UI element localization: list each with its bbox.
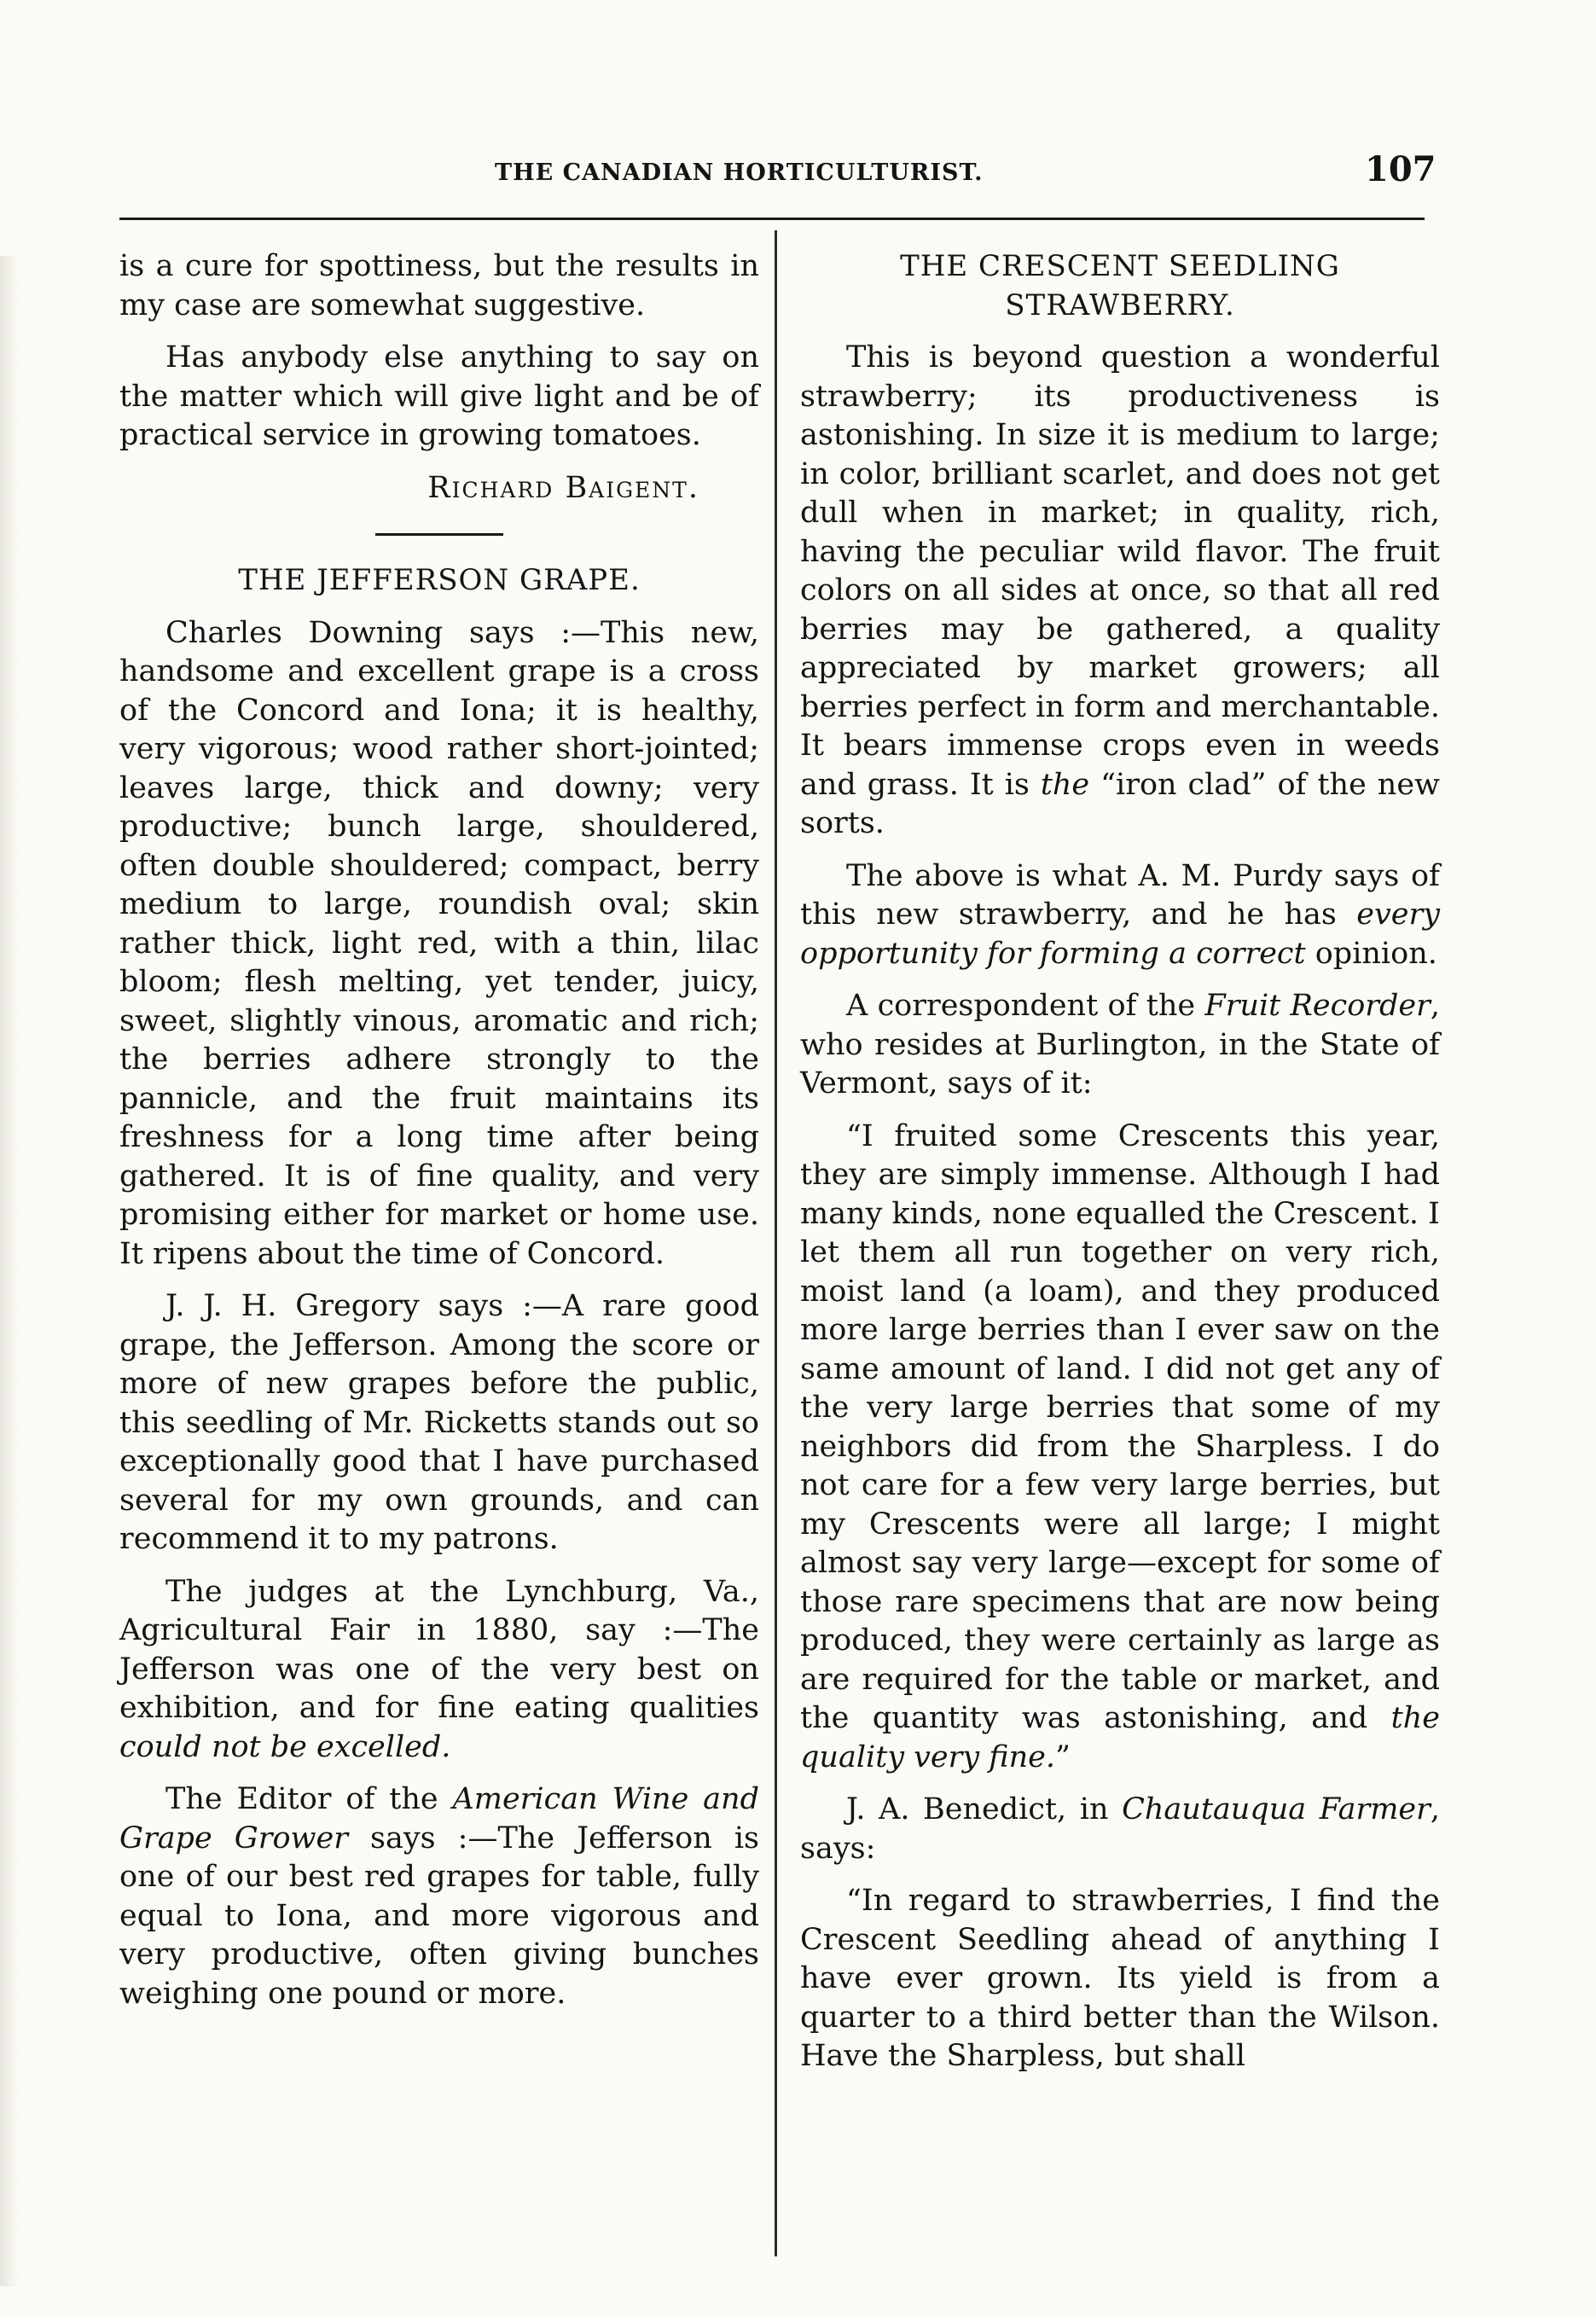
text-run: , says:	[800, 1792, 1440, 1866]
paragraph: J. J. H. Gregory says :—A rare good grape, the Jefferson. Among the score or more of new grapes before the public, this seedling of Mr. Ricketts stands out so exceptionally good that I have purchased several for my own grounds, and can recommend it to my patrons.	[119, 1289, 759, 1556]
text-run: ”	[1055, 1739, 1071, 1774]
text-run: “I fruited some Crescents this year, they are simply immense. Although I had many kinds, none equalled the Crescent. I let them all run together on very rich, moist land (a loam), and they produced more large berries than I ever saw on the same amount of land. I did not get any of the very large berries that some of my neighbors did from the Sharpless. I do not care for a few very large berries, but my Crescents were all large; I might almost say very large—except for some of those rare specimens that are now being produced, they were certainly as large as are required for the table or market, and the quantity was astonishing, and	[800, 1118, 1440, 1735]
paragraph: Charles Downing says :—This new, handsome and excellent grape is a cross of the Concord and Iona; it is healthy, very vigorous; wood rather short-jointed; leaves large, thick and downy; very productive; bunch large, shouldered, often double shouldered; compact, berry medium to large, roundish oval; skin rather thick, light red, with a thin, lilac bloom; flesh melting, yet tender, juicy, sweet, slightly vinous, aromatic and rich; the berries adhere strongly to the pannicle, and the fruit maintains its freshness for a long time after being gathered. It is of fine quality, and very promising either for market or home use. It ripens about the time of Concord.	[119, 615, 759, 1271]
paragraph	[800, 987, 1440, 1104]
running-title: THE CANADIAN HORTICULTURIST.	[495, 160, 984, 186]
page-header	[128, 149, 1436, 200]
text-run: “iron clad” of the new sorts.	[800, 767, 1440, 840]
paragraph	[800, 1118, 1440, 1778]
paragraph	[800, 857, 1440, 974]
text-run: This is beyond question a wonderful strawberry; its productiveness is astonishing. In size it is medium to large; in color, brilliant scarlet, and does not get dull when in market; in quality, rich, having the peculiar wild flavor. The fruit colors on all sides at once, so that all red berries may be gathered, a quality appreciated by market growers; all berries perfect in form and merchantable. It bears immense crops even in weeds and grass. It is	[800, 340, 1440, 802]
page-number: 107	[1365, 149, 1436, 189]
publication-title: American Wine and Grape Grower	[119, 1782, 759, 1855]
italic-text: could not be excelled.	[119, 1729, 451, 1764]
left-column	[119, 247, 759, 2027]
column-divider	[775, 230, 777, 2256]
paragraph: is a cure for spottiness, but the results in my case are somewhat suggestive.	[119, 249, 759, 322]
article-heading: THE JEFFERSON GRAPE.	[238, 563, 641, 597]
section-divider	[375, 533, 503, 536]
paragraph	[800, 1791, 1440, 1868]
publication-title: Fruit Recorder	[1204, 989, 1431, 1023]
text-run: The Editor of the	[165, 1782, 453, 1816]
paragraph: Has anybody else anything to say on the matter which will give light and be of practical service in growing tomatoes.	[119, 340, 759, 452]
article-heading: THE CRESCENT SEEDLING STRAWBERRY.	[900, 249, 1340, 322]
italic-text: every opportunity for forming a correct	[800, 897, 1440, 971]
page-binding-edge	[0, 256, 19, 2286]
author-signature: Richard Baigent.	[427, 470, 699, 505]
text-run: says :—The Jefferson is one of our best red grapes for table, fully equal to Iona, and more vigorous and very productive, often giving bunches weighing one pound or more.	[119, 1820, 759, 2011]
paragraph	[119, 1573, 759, 1768]
paragraph	[119, 1780, 759, 2013]
text-run: opinion.	[1305, 936, 1437, 971]
text-run: The judges at the Lynchburg, Va., Agricultural Fair in 1880, say :—The Jefferson was one of the very best on exhibition, and for fine eating qualities	[119, 1574, 759, 1725]
text-run: J. A. Benedict, in	[846, 1792, 1123, 1826]
text-run: A correspondent of the	[846, 989, 1205, 1023]
publication-title: Chautauqua Farmer	[1122, 1792, 1431, 1826]
italic-text: the quality very fine.	[800, 1701, 1440, 1774]
paragraph	[800, 339, 1440, 844]
header-rule	[119, 218, 1425, 220]
text-run: , who resides at Burlington, in the State of Vermont, says of it:	[800, 989, 1440, 1100]
paragraph: “In regard to strawberries, I find the Crescent Seedling ahead of anything I have ever grown. Its yield is from a quarter to a third better than the Wilson. Have the Sharpless, but shall	[800, 1884, 1440, 2073]
italic-text: the	[1040, 767, 1090, 802]
text-run: The above is what A. M. Purdy says of this new strawberry, and he has	[800, 858, 1440, 932]
right-column	[800, 247, 1440, 2090]
